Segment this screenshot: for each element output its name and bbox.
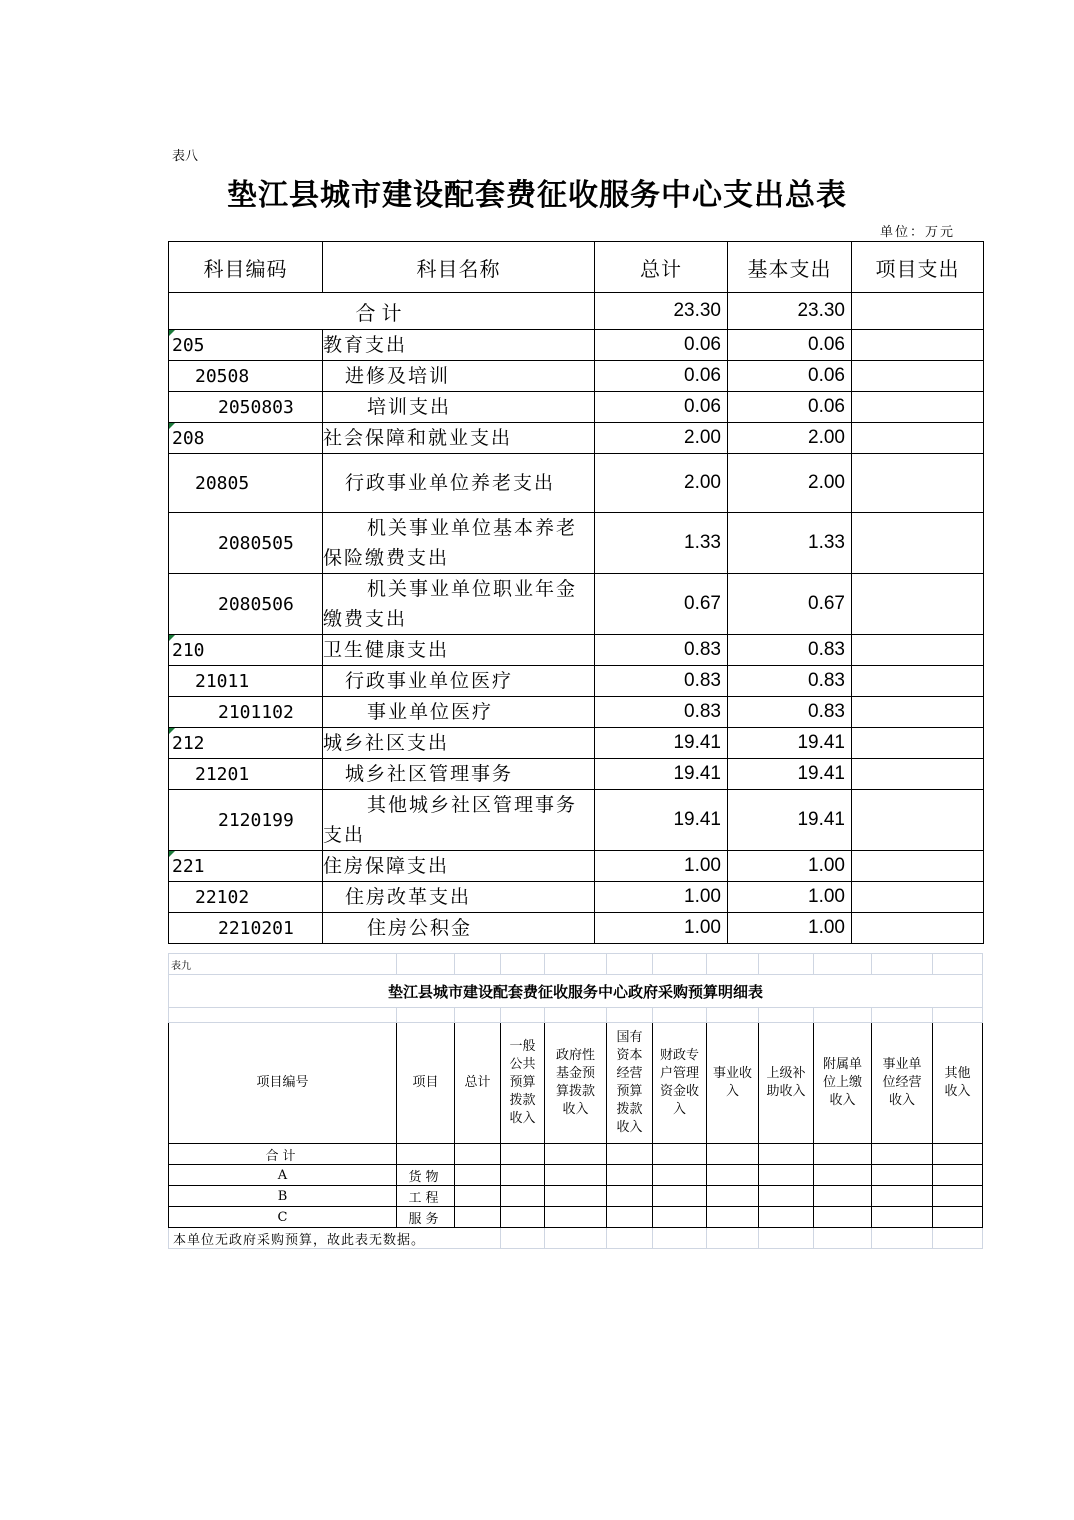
row-project xyxy=(852,882,984,913)
table-row xyxy=(169,728,984,759)
table9-spacer-row xyxy=(169,1008,983,1023)
row-name: 城乡社区管理事务 xyxy=(323,759,595,790)
row-code: 205 xyxy=(169,330,323,361)
row-basic: 19.41 xyxy=(728,728,852,759)
total-label: 合计 xyxy=(169,293,595,330)
total-row xyxy=(169,293,984,330)
row-total: 0.83 xyxy=(595,635,728,666)
row-project xyxy=(852,666,984,697)
row-total: 1.00 xyxy=(595,851,728,882)
row-project xyxy=(852,697,984,728)
row-code: 2120199 xyxy=(169,790,323,851)
table-row xyxy=(169,392,984,423)
row-project xyxy=(852,851,984,882)
row-basic: 0.83 xyxy=(728,666,852,697)
row-basic: 1.33 xyxy=(728,513,852,574)
table9-title-row xyxy=(169,975,983,1008)
header-operating-income: 事业单位经营收入 xyxy=(872,1023,933,1144)
row-total: 1.00 xyxy=(595,913,728,944)
table9-header-row xyxy=(169,1023,983,1144)
row-name: 卫生健康支出 xyxy=(323,635,595,666)
row-code: 208 xyxy=(169,423,323,454)
row-code: 2080505 xyxy=(169,513,323,574)
header-project: 项目支出 xyxy=(852,242,984,293)
row-total: 0.06 xyxy=(595,361,728,392)
total-basic: 23.30 xyxy=(728,293,852,330)
table-row xyxy=(169,361,984,392)
header-item: 项目 xyxy=(397,1023,455,1144)
table9-total-label: 合计 xyxy=(169,1144,397,1165)
row-name: 行政事业单位养老支出 xyxy=(323,454,595,513)
row-name: 住房改革支出 xyxy=(323,882,595,913)
row-name: 机关事业单位基本养老保险缴费支出 xyxy=(323,513,595,574)
row-code: 20805 xyxy=(169,454,323,513)
row-name: 社会保障和就业支出 xyxy=(323,423,595,454)
table9-tag: 表九 xyxy=(169,954,397,975)
row-name: 培训支出 xyxy=(323,392,595,423)
table8-title: 垫江县城市建设配套费征收服务中心支出总表 xyxy=(227,178,847,213)
row-code: 22102 xyxy=(169,882,323,913)
row-total: 2.00 xyxy=(595,454,728,513)
flag-triangle xyxy=(169,728,175,734)
flag-triangle xyxy=(169,423,175,429)
row-total: 1.33 xyxy=(595,513,728,574)
table-row xyxy=(169,759,984,790)
row-code: 21011 xyxy=(169,666,323,697)
row-basic: 2.00 xyxy=(728,423,852,454)
header-basic: 基本支出 xyxy=(728,242,852,293)
header-affiliated-income: 附属单位上缴收入 xyxy=(814,1023,872,1144)
row-project xyxy=(852,423,984,454)
table9-total-row xyxy=(169,1144,983,1165)
row-project xyxy=(852,790,984,851)
table8-tag: 表八 xyxy=(172,149,199,164)
flag-triangle xyxy=(169,635,175,641)
table-row xyxy=(169,330,984,361)
row-code: 2050803 xyxy=(169,392,323,423)
header-name: 科目名称 xyxy=(323,242,595,293)
row-code: 2210201 xyxy=(169,913,323,944)
row-project xyxy=(852,759,984,790)
table-row xyxy=(169,635,984,666)
header-general-budget: 一般公共预算拨款收入 xyxy=(501,1023,545,1144)
row-basic: 2.00 xyxy=(728,454,852,513)
row-code: 210 xyxy=(169,635,323,666)
row-total: 0.67 xyxy=(595,574,728,635)
row-total: 2.00 xyxy=(595,423,728,454)
row-basic: 0.83 xyxy=(728,697,852,728)
row-basic: 0.06 xyxy=(728,392,852,423)
table9-note: 本单位无政府采购预算，故此表无数据。 xyxy=(169,1228,501,1249)
row-project xyxy=(852,913,984,944)
row-total: 19.41 xyxy=(595,728,728,759)
table-row xyxy=(169,851,984,882)
row-code: A xyxy=(169,1165,397,1186)
row-name: 事业单位医疗 xyxy=(323,697,595,728)
row-item: 工程 xyxy=(397,1186,455,1207)
row-code: 2101102 xyxy=(169,697,323,728)
row-total: 19.41 xyxy=(595,759,728,790)
row-code: 20508 xyxy=(169,361,323,392)
table9-row xyxy=(169,1186,983,1207)
table9-title: 垫江县城市建设配套费征收服务中心政府采购预算明细表 xyxy=(169,975,983,1008)
table-row xyxy=(169,697,984,728)
row-project xyxy=(852,635,984,666)
table-header-row xyxy=(169,242,984,293)
header-project-code: 项目编号 xyxy=(169,1023,397,1144)
header-state-capital: 国有资本经营预算拨款收入 xyxy=(607,1023,653,1144)
row-project xyxy=(852,392,984,423)
row-code: C xyxy=(169,1207,397,1228)
table9-row xyxy=(169,1207,983,1228)
table-row xyxy=(169,513,984,574)
procurement-budget-table xyxy=(168,953,983,1249)
table9-tag-row xyxy=(169,954,983,975)
row-total: 0.06 xyxy=(595,392,728,423)
row-code: B xyxy=(169,1186,397,1207)
row-basic: 0.67 xyxy=(728,574,852,635)
row-code: 221 xyxy=(169,851,323,882)
flag-triangle xyxy=(169,330,175,336)
row-basic: 19.41 xyxy=(728,790,852,851)
row-code: 212 xyxy=(169,728,323,759)
row-total: 1.00 xyxy=(595,882,728,913)
table9-note-row xyxy=(169,1228,983,1249)
expenditure-summary-table xyxy=(168,241,984,944)
row-project xyxy=(852,454,984,513)
row-basic: 0.06 xyxy=(728,330,852,361)
row-basic: 1.00 xyxy=(728,851,852,882)
row-basic: 1.00 xyxy=(728,913,852,944)
table-row xyxy=(169,423,984,454)
row-item: 货物 xyxy=(397,1165,455,1186)
header-other-income: 其他收入 xyxy=(933,1023,983,1144)
table-row xyxy=(169,454,984,513)
table-row xyxy=(169,574,984,635)
header-code: 科目编码 xyxy=(169,242,323,293)
total-project xyxy=(852,293,984,330)
row-project xyxy=(852,728,984,759)
row-name: 住房保障支出 xyxy=(323,851,595,882)
row-code: 21201 xyxy=(169,759,323,790)
row-project xyxy=(852,361,984,392)
row-name: 机关事业单位职业年金缴费支出 xyxy=(323,574,595,635)
header-special-account: 财政专户管理资金收入 xyxy=(653,1023,707,1144)
total-total: 23.30 xyxy=(595,293,728,330)
header-superior-subsidy: 上级补助收入 xyxy=(759,1023,814,1144)
table-row xyxy=(169,913,984,944)
header-total: 总计 xyxy=(455,1023,501,1144)
row-name: 教育支出 xyxy=(323,330,595,361)
row-name: 进修及培训 xyxy=(323,361,595,392)
table-row xyxy=(169,882,984,913)
row-total: 0.83 xyxy=(595,666,728,697)
header-total: 总计 xyxy=(595,242,728,293)
header-business-income: 事业收入 xyxy=(707,1023,759,1144)
row-basic: 0.83 xyxy=(728,635,852,666)
row-code: 2080506 xyxy=(169,574,323,635)
row-name: 其他城乡社区管理事务支出 xyxy=(323,790,595,851)
row-total: 0.06 xyxy=(595,330,728,361)
row-basic: 0.06 xyxy=(728,361,852,392)
row-item: 服务 xyxy=(397,1207,455,1228)
row-name: 住房公积金 xyxy=(323,913,595,944)
table-row xyxy=(169,790,984,851)
row-basic: 1.00 xyxy=(728,882,852,913)
row-name: 城乡社区支出 xyxy=(323,728,595,759)
row-project xyxy=(852,330,984,361)
row-basic: 19.41 xyxy=(728,759,852,790)
row-project xyxy=(852,574,984,635)
row-project xyxy=(852,513,984,574)
row-total: 0.83 xyxy=(595,697,728,728)
table-row xyxy=(169,666,984,697)
flag-triangle xyxy=(169,851,175,857)
header-fund-budget: 政府性基金预算拨款收入 xyxy=(545,1023,607,1144)
table8-unit: 单位：万元 xyxy=(880,225,956,240)
row-total: 19.41 xyxy=(595,790,728,851)
table9-row xyxy=(169,1165,983,1186)
row-name: 行政事业单位医疗 xyxy=(323,666,595,697)
